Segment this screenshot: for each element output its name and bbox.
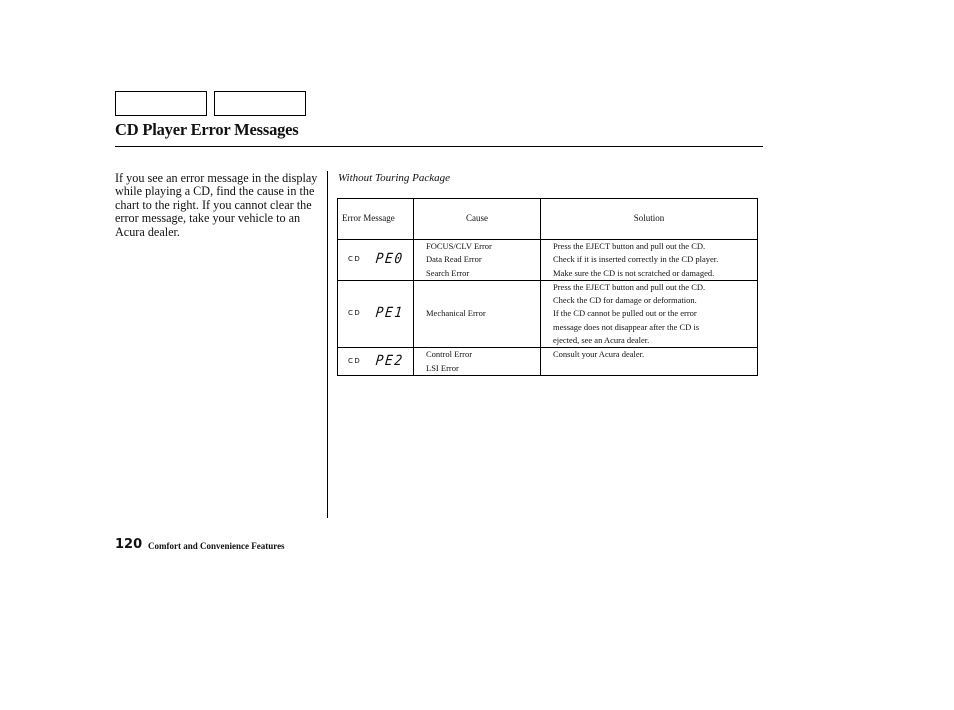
table-row <box>338 280 758 347</box>
display-error-code: PE0 <box>374 251 405 268</box>
solution-line: message does not disappear after the CD is <box>553 321 700 332</box>
error-display <box>338 280 414 347</box>
solution-line: Check the CD for damage or deformation. <box>553 295 697 306</box>
solution-line: ejected, see an Acura dealer. <box>553 335 650 346</box>
cause-line: Data Read Error <box>426 254 482 265</box>
cause-line: Control Error <box>426 349 473 360</box>
error-message-table <box>337 198 758 376</box>
solution-line: If the CD cannot be pulled out or the error <box>553 308 697 319</box>
cause-line: LSI Error <box>426 362 459 373</box>
display-cd-label: CD <box>348 309 362 318</box>
solution-line: Check if it is inserted correctly in the CD player. <box>553 254 719 265</box>
table-row <box>338 348 758 376</box>
display-error-code: PE2 <box>374 353 405 370</box>
solution-line: Consult your Acura dealer. <box>553 349 645 360</box>
table-caption: Without Touring Package <box>338 172 451 184</box>
cause-cell <box>414 348 541 376</box>
solution-cell <box>541 348 758 376</box>
header-solution: Solution <box>541 199 758 240</box>
page-number: 120 <box>115 537 143 552</box>
title-divider <box>115 146 763 147</box>
display-cd-label: CD <box>348 255 362 264</box>
error-display <box>338 348 414 376</box>
solution-line: Press the EJECT button and pull out the CD. <box>553 281 706 292</box>
nav-tab-box-2[interactable] <box>214 91 306 116</box>
solution-line: Press the EJECT button and pull out the CD. <box>553 241 706 251</box>
cause-line: FOCUS/CLV Error <box>426 241 492 251</box>
table-header-row <box>338 199 758 240</box>
header-cause: Cause <box>414 199 541 240</box>
column-divider <box>327 171 328 518</box>
header-error-message: Error Message <box>338 199 414 240</box>
intro-paragraph: If you see an error message in the display while playing a CD, find the cause in the chart to the right. If you cannot clear the error message, take your vehicle to an Acura dealer. <box>115 171 318 239</box>
cause-cell <box>414 280 541 347</box>
solution-cell <box>541 240 758 281</box>
cause-line: Mechanical Error <box>426 308 486 319</box>
nav-tab-box-1[interactable] <box>115 91 207 116</box>
error-display <box>338 240 414 281</box>
cause-cell <box>414 240 541 281</box>
display-cd-label: CD <box>348 357 362 366</box>
cause-line: Search Error <box>426 267 470 278</box>
display-error-code: PE1 <box>374 305 405 322</box>
table-row <box>338 240 758 281</box>
solution-cell <box>541 280 758 347</box>
section-name: Comfort and Convenience Features <box>148 541 285 551</box>
solution-line: Make sure the CD is not scratched or damaged. <box>553 267 715 278</box>
page-title: CD Player Error Messages <box>115 120 299 139</box>
